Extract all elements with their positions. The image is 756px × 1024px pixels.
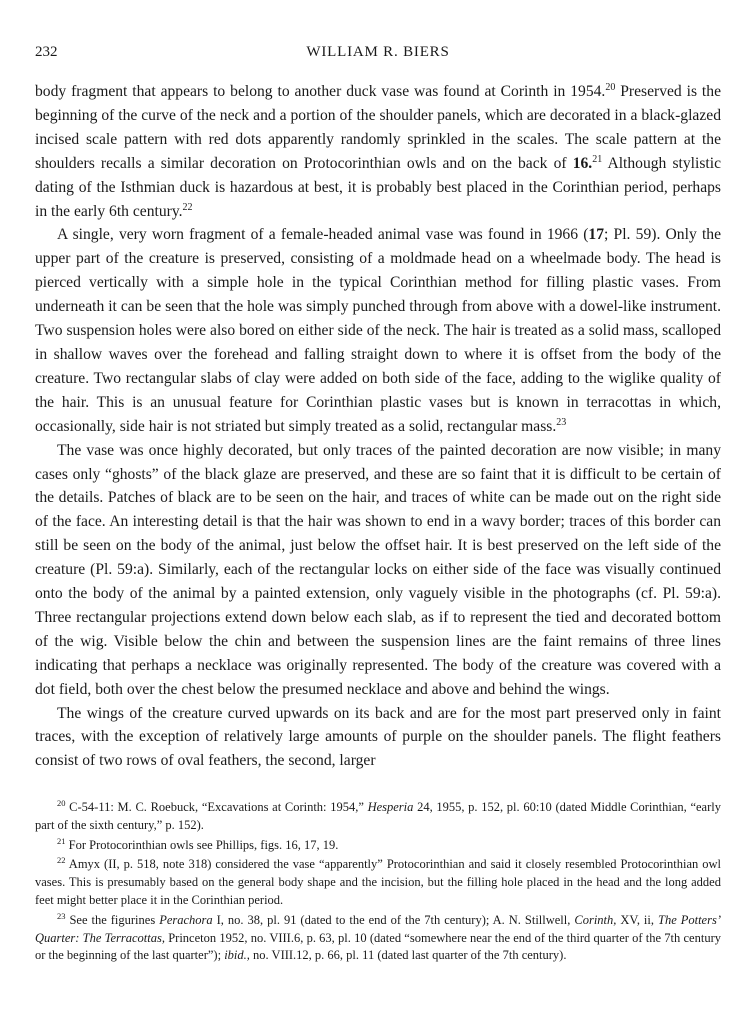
footnote-number: 21: [57, 835, 66, 846]
body-text: [35, 80, 721, 773]
paragraph-3: The vase was once highly decorated, but only traces of the painted decoration are now visible; in many cases only “ghosts” of the black glaze are preserved, and these are so faint that it is difficult to be certain of the details. Patches of black are to be seen on the hair, and traces of white can be made out on the right side of the face. An interesting detail is that the hair was shown to end in a wavy border; traces of this border can still be seen on the body of the animal, just below the offset hair. It is best preserved on the left side of the creature (Pl. 59:a). Similarly, each of the rectangular locks on either side of the face was visually continued onto the body of the animal by a painted extension, only vaguely visible in the photographs (cf. Pl. 59:a). Three rectangular projections extend down below each slab, as if to represent the tied and decorated bottom of the wig. Visible below the chin and between the suspension lines are the faint remains of three lines indicating that perhaps a necklace was originally represented. The body of the creature was covered with a dot field, both over the chest below the presumed necklace and above and behind the wings.: [35, 441, 721, 698]
footnotes: [35, 799, 721, 965]
footnote-ref-22[interactable]: 22: [182, 201, 193, 213]
footnote-21: $^{21}$ For Protocorinthian owls see Phillips, figs. 16, 17, 19.: [57, 835, 339, 852]
footnote-ref-21[interactable]: 21: [592, 153, 603, 165]
footnote-23: $^{23}$ See the figurines Perachora I, no. 38, pl. 91 (dated to the end of the 7th century); A. N. Stillwell, Corinth, XV, ii, The Potters’ Quarter: The Terracottas, Princeton 1952, no. VIII.6, p. 63, pl. 10 (dated “somewhere near the end of the third quarter of the 7th century or the beginning of the last quarter”); ibid., no. VIII.12, p. 66, pl. 11 (dated last quarter of the 7th century).: [35, 910, 722, 963]
footnote-ref-23[interactable]: 23: [556, 416, 567, 428]
footnote-22: $^{22}$ Amyx (II, p. 518, note 318) considered the vase “apparently” Protocorinthian and said it closely resembled Protocorinthian owl vases. This is presumably based on the general body shape and the incision, but the filling hole placed in the head and the long added feet might better place it in the Corinthian period.: [35, 855, 721, 907]
paragraph-2: A single, very worn fragment of a female-headed animal vase was found in 1966 (17; Pl. 59). Only the upper part of the creature is preserved, consisting of a moldmade head on a wheelmade body. The head is pierced vertically with a simple hole in the typical Corinthian method for filling plastic vases. From underneath it can be seen that the hole was simply punched through from above with a dowel-like instrument. Two suspension holes were also bored on either side of the neck. The hair is treated as a solid mass, scalloped in shallow waves over the forehead and falling straight down to where it is offset from the body of the creature. Two rectangular slabs of clay were added on both side of the face, adding to the wiglike quality of the hair. This is an unusual feature for Corinthian plastic vases but is known in terracottas in which, occasionally, side hair is not striated but simply treated as a solid, rectangular mass.$^{23}$: [35, 226, 721, 435]
footnote-ref-20[interactable]: 20: [605, 81, 616, 93]
catalog-number-16: 16.: [572, 154, 593, 172]
paragraph-4: The wings of the creature curved upwards on its back and are for the most part preserved only in faint traces, with the exception of relatively large amounts of purple on the shoulder panels. The flight feathers consist of two rows of oval feathers, the second, larger: [35, 704, 721, 770]
paragraph-1: body fragment that appears to belong to another duck vase was found at Corinth in 1954.20 Preserved is the beginning of the curve of the neck and a portion of the shoulder panels, which are decorated in a black-glazed incised scale pattern with red dots apparently randomly sprinkled in the scales. The scale pattern at the shoulders recalls a similar decoration on Protocorinthian owls and on the back of 16.21 Although stylistic dating of the Isthmian duck is hazardous at best, it is probably best placed in the Corinthian period, perhaps in the early 6th century.$^{22}$: [35, 81, 721, 220]
footnote-number: 22: [57, 855, 66, 866]
page-number: 232: [35, 44, 58, 60]
catalog-number-17: 17: [588, 226, 605, 244]
footnote-number: 23: [57, 910, 66, 921]
running-head-author: WILLIAM R. BIERS: [306, 44, 450, 60]
footnote-number: 20: [57, 797, 66, 808]
running-head: [35, 44, 721, 66]
footnote-20: $^{20}$ C-54-11: M. C. Roebuck, “Excavations at Corinth: 1954,” Hesperia 24, 1955, p. 152, pl. 60:10 (dated Middle Corinthian, “early part of the sixth century,” p. 152).: [35, 797, 721, 832]
